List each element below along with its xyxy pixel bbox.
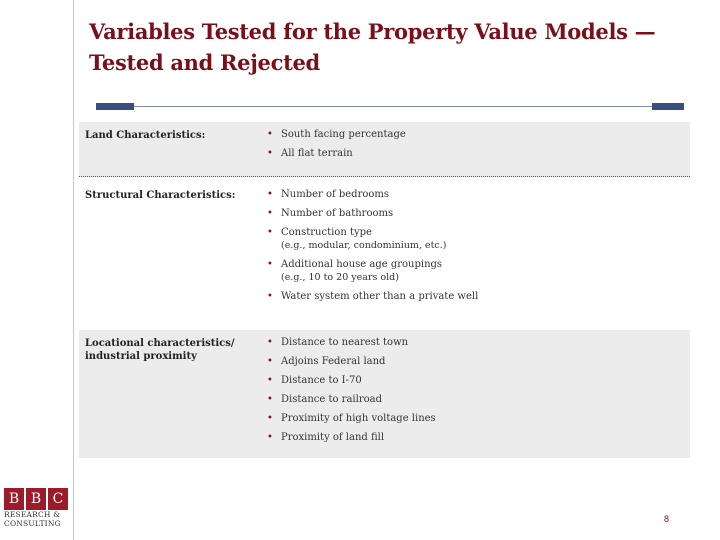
list-item: • Additional house age groupings (e.g., 10 to 20 years old) — [267, 258, 478, 284]
list-item: • Proximity of high voltage lines — [267, 413, 436, 424]
page-number: 8 — [664, 514, 670, 524]
bullet-icon: • — [267, 337, 273, 348]
list-item: • Distance to railroad — [267, 394, 382, 405]
list-item: • Construction type (e.g., modular, condominium, etc.) — [267, 226, 478, 252]
list-item: • Water system other than a private well — [267, 291, 479, 302]
slide-title: Variables Tested for the Property Value Models — Tested and Rejected — [89, 19, 656, 75]
bbc-logo — [4, 488, 68, 530]
title-underline-right-block — [652, 103, 684, 110]
list-item: • Adjoins Federal land — [267, 356, 386, 367]
bullet-icon: • — [267, 129, 273, 140]
list-item: • Proximity of land fill — [267, 432, 385, 443]
list-item: • Distance to nearest town — [267, 337, 409, 348]
list-item-note: (e.g., 10 to 20 years old) — [281, 272, 399, 283]
logo-text-line1: RESEARCH & — [4, 510, 61, 519]
row-label: Locational characteristics/ industrial proximity — [85, 338, 235, 362]
title-underline-rule — [134, 106, 652, 107]
logo-letter: C — [48, 488, 68, 510]
bullet-icon: • — [267, 394, 273, 405]
bullet-icon: • — [267, 413, 273, 424]
bullet-icon: • — [267, 291, 273, 302]
variable-list — [267, 122, 406, 160]
list-item-note: (e.g., modular, condominium, etc.) — [281, 240, 447, 251]
bullet-icon: • — [267, 432, 273, 443]
bullet-icon: • — [267, 356, 273, 367]
variable-list — [267, 330, 436, 444]
list-item: • Distance to I-70 — [267, 375, 362, 386]
variables-row-locational — [79, 330, 690, 458]
bullet-icon: • — [267, 189, 273, 200]
bullet-icon: • — [267, 227, 273, 238]
logo-text-line2: CONSULTING — [4, 519, 61, 528]
bullet-icon: • — [267, 375, 273, 386]
row-label: Land Characteristics: — [85, 130, 206, 141]
bullet-icon: • — [267, 259, 273, 270]
logo-letter: B — [26, 488, 46, 510]
logo-letters — [4, 488, 68, 510]
variable-list — [267, 182, 478, 303]
list-item: • Number of bedrooms — [267, 189, 390, 200]
left-margin-rule — [73, 0, 74, 540]
bullet-icon: • — [267, 208, 273, 219]
row-label: Structural Characteristics: — [85, 190, 236, 201]
variables-row-structural — [79, 182, 690, 324]
list-item: • South facing percentage — [267, 129, 406, 140]
title-underline-left-block — [96, 103, 134, 110]
list-item: • Number of bathrooms — [267, 208, 394, 219]
variables-row-land — [79, 122, 690, 177]
logo-letter: B — [4, 488, 24, 510]
bullet-icon: • — [267, 148, 273, 159]
list-item: • All flat terrain — [267, 148, 353, 159]
